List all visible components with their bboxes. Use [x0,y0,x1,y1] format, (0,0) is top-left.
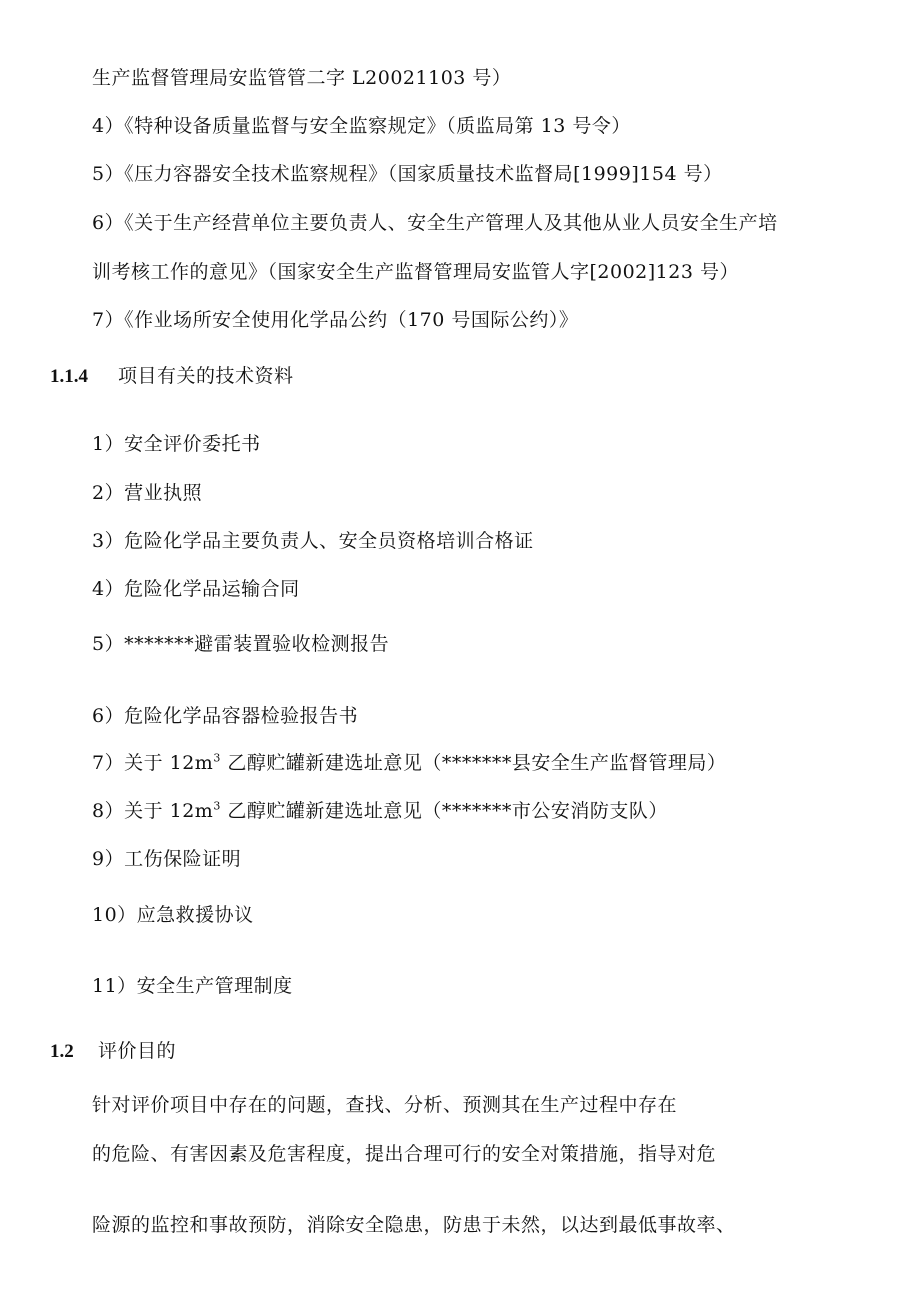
tech-item-7-before: 7）关于 12m [92,752,214,774]
tech-item-7-after: 乙醇贮罐新建选址意见（*******县安全生产监督管理局） [220,752,727,774]
tech-item-5: 5）*******避雷装置验收检测报告 [92,633,390,655]
regulation-item-6-continuation: 训考核工作的意见》（国家安全生产监督管理局安监管人字[2002]123 号） [92,261,739,283]
purpose-paragraph-line-1: 针对评价项目中存在的问题，查找、分析、预测其在生产过程中存在 [92,1094,678,1116]
regulation-item-5: 5）《压力容器安全技术监察规程》（国家质量技术监督局[1999]154 号） [92,163,723,185]
regulation-line-continuation: 生产监督管理局安监管管二字 L20021103 号） [92,67,512,89]
section-heading-1-2 [50,1039,176,1064]
tech-item-11: 11）安全生产管理制度 [92,975,293,997]
superscript-3: 3 [213,751,221,765]
section-heading-1-1-4 [50,364,294,389]
tech-item-10: 10）应急救援协议 [92,904,254,926]
section-title: 评价目的 [98,1040,177,1062]
tech-item-2: 2）营业执照 [92,482,203,504]
tech-item-6: 6）危险化学品容器检验报告书 [92,705,359,727]
tech-item-8-before: 8）关于 12m [92,800,214,822]
tech-item-4: 4）危险化学品运输合同 [92,578,300,600]
section-number: 1.1.4 [50,366,88,387]
purpose-paragraph-line-2: 的危险、有害因素及危害程度，提出合理可行的安全对策措施，指导对危 [92,1143,717,1165]
regulation-item-7: 7）《作业场所安全使用化学品公约（170 号国际公约）》 [92,309,579,331]
tech-item-7 [92,751,726,775]
regulation-item-4: 4）《特种设备质量监督与安全监察规定》（质监局第 13 号令） [92,115,631,137]
section-title: 项目有关的技术资料 [118,365,294,387]
regulation-item-6: 6）《关于生产经营单位主要负责人、安全生产管理人及其他从业人员安全生产培 [92,212,778,234]
purpose-paragraph-line-3: 险源的监控和事故预防，消除安全隐患，防患于未然，以达到最低事故率、 [92,1214,736,1236]
tech-item-9: 9）工伤保险证明 [92,848,242,870]
superscript-3: 3 [213,799,221,813]
tech-item-8-after: 乙醇贮罐新建选址意见（*******市公安消防支队） [220,800,668,822]
tech-item-1: 1）安全评价委托书 [92,433,261,455]
section-number: 1.2 [50,1041,74,1062]
tech-item-8 [92,799,668,823]
tech-item-3: 3）危险化学品主要负责人、安全员资格培训合格证 [92,530,534,552]
